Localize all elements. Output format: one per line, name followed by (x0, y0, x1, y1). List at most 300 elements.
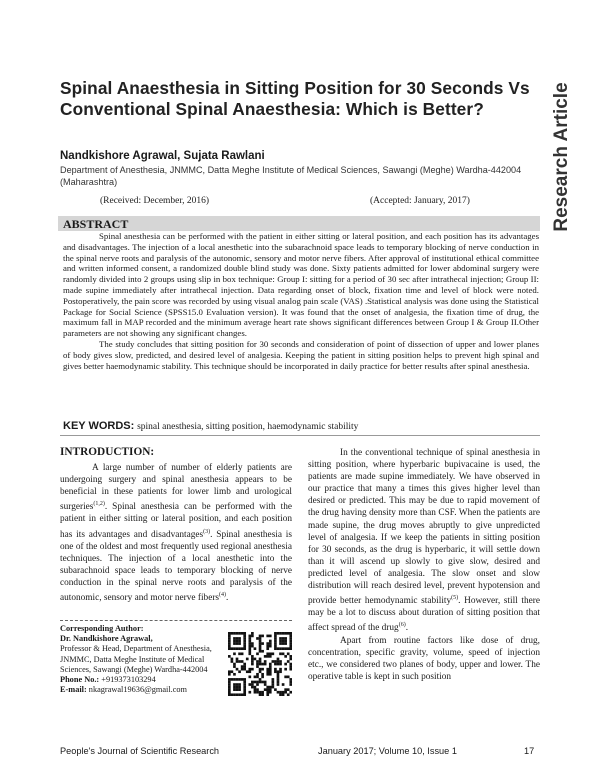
qr-finder-module (233, 693, 236, 696)
qr-module (272, 686, 275, 689)
qr-finder-module (233, 637, 236, 640)
qr-finder-module (287, 632, 290, 635)
qr-module (248, 640, 251, 643)
qr-module (282, 693, 285, 696)
keywords (63, 420, 541, 432)
article-type-label-box (540, 72, 584, 242)
citation-1-2: (1,2) (93, 501, 105, 508)
qr-module (284, 663, 287, 666)
abstract-heading-bar (58, 216, 540, 231)
qr-finder-module (233, 632, 236, 635)
qr-module (266, 670, 269, 673)
qr-finder-module (228, 642, 231, 645)
qr-module (248, 635, 251, 638)
qr-finder-module (236, 642, 239, 645)
qr-module (266, 645, 269, 648)
qr-code-graphic (228, 632, 292, 696)
qr-module (251, 686, 254, 689)
qr-finder-module (289, 642, 292, 645)
corr-email (60, 685, 225, 695)
qr-finder-module (279, 642, 282, 645)
qr-module (287, 693, 290, 696)
qr-module (284, 688, 287, 691)
qr-module (248, 642, 251, 645)
qr-module (266, 686, 269, 689)
qr-module (279, 652, 282, 655)
qr-module (248, 668, 251, 671)
qr-module (266, 691, 269, 694)
citation-5: (5) (451, 595, 459, 602)
qr-module (248, 650, 251, 653)
qr-module (266, 688, 269, 691)
qr-module (259, 678, 262, 681)
qr-finder-module (279, 640, 282, 643)
qr-module (238, 652, 241, 655)
qr-finder-module (233, 647, 236, 650)
qr-module (256, 681, 259, 684)
qr-finder-module (243, 693, 246, 696)
qr-finder-module (274, 647, 277, 650)
qr-module (243, 665, 246, 668)
corr-phone-value: +919373103294 (99, 675, 156, 685)
qr-module (274, 668, 277, 671)
authors: Nandkishore Agrawal, Sujata Rawlani (60, 150, 265, 162)
footer-issue: January 2017; Volume 10, Issue 1 (318, 746, 457, 756)
qr-module (248, 652, 251, 655)
qr-finder-module (228, 632, 231, 635)
qr-module (261, 650, 264, 653)
qr-finder-module (233, 688, 236, 691)
qr-module (256, 637, 259, 640)
qr-module (274, 670, 277, 673)
qr-module (246, 658, 249, 661)
qr-module (254, 691, 257, 694)
qr-finder-module (243, 640, 246, 643)
qr-module (233, 673, 236, 676)
qr-finder-module (236, 683, 239, 686)
qr-module (287, 676, 290, 679)
qr-module (269, 652, 272, 655)
qr-finder-module (228, 647, 231, 650)
qr-module (231, 658, 234, 661)
qr-finder-module (238, 637, 241, 640)
qr-module (261, 681, 264, 684)
qr-module (238, 670, 241, 673)
qr-module (236, 668, 239, 671)
qr-finder-module (236, 693, 239, 696)
qr-finder-module (238, 693, 241, 696)
qr-module (289, 683, 292, 686)
qr-module (266, 668, 269, 671)
qr-module (259, 691, 262, 694)
qr-module (251, 681, 254, 684)
qr-finder-module (236, 678, 239, 681)
qr-module (272, 683, 275, 686)
citation-3: (3) (203, 528, 211, 535)
qr-module (279, 670, 282, 673)
qr-module (231, 660, 234, 663)
qr-finder-module (279, 647, 282, 650)
qr-module (248, 670, 251, 673)
qr-module (287, 688, 290, 691)
qr-finder-module (231, 693, 234, 696)
qr-finder-module (241, 632, 244, 635)
qr-finder-module (243, 686, 246, 689)
abstract-paragraph-1: Spinal anesthesia can be performed with the patient in either sitting or lateral position, and each position has its advantages and disadvantages. The injection of a local anesthetic into the subarachnoid space leads to temporary blocking of nerve conduction in the spinal nerve roots and paralysis of the autonomic, sensory and motor nerve fibers. After approval of institutional ethical committee and written informed consent, a randomized double blind study was done. Sixty patients admitted for lower abdominal surgery were randomly divided into 2 groups using slip in box technique: Group I: sitting for a period of 30 sec after intrathecal injection; Group II: made supine immediately after intrathecal injection. Data regarding onset of block, fixation time and level of block were noted. Postoperatively, the pain score was recorded by using visual analog pain scale (VAS) .Statistical analysis was done using the Statistical Package for Social Science (SPSS15.0 Evaluation version). It was found that the onset of analgesia, the fixation time of drug, the maximum fall in MAP recorded and the minimum average heart rate shows significant differences between Group I & Group II.Other parameters are not showing any significant changes. (63, 231, 539, 339)
qr-module (269, 670, 272, 673)
qr-module (279, 660, 282, 663)
qr-module (269, 645, 272, 648)
qr-finder-module (233, 640, 236, 643)
qr-finder-module (279, 637, 282, 640)
corr-address: Professor & Head, Department of Anesthesia, JNMMC, Datta Meghe Institute of Medical Sciences, Sawangi (Meghe) Wardha-442004 (60, 644, 212, 674)
qr-finder-module (282, 637, 285, 640)
qr-module (279, 668, 282, 671)
qr-module (277, 663, 280, 666)
qr-module (241, 652, 244, 655)
qr-module (259, 635, 262, 638)
qr-module (277, 670, 280, 673)
intro-paragraph (60, 462, 292, 604)
qr-module (266, 673, 269, 676)
qr-module (277, 676, 280, 679)
qr-finder-module (282, 642, 285, 645)
qr-module (243, 668, 246, 671)
qr-finder-module (236, 640, 239, 643)
qr-module (284, 691, 287, 694)
qr-module (256, 676, 259, 679)
qr-module (279, 663, 282, 666)
intro-text-4: . (226, 593, 229, 604)
qr-module (254, 676, 257, 679)
introduction-heading: INTRODUCTION: (60, 446, 155, 458)
qr-module (269, 642, 272, 645)
qr-finder-module (243, 647, 246, 650)
intro-text-1: A large number of number of elderly patients are undergoing surgery and spinal anesthesia appears to be beneficial in these patients for lower limb and urological surgeries (60, 463, 292, 513)
qr-module (269, 663, 272, 666)
qr-module (259, 650, 262, 653)
qr-module (259, 642, 262, 645)
qr-module (269, 665, 272, 668)
qr-module (282, 652, 285, 655)
qr-module (259, 645, 262, 648)
qr-finder-module (241, 678, 244, 681)
qr-module (284, 676, 287, 679)
qr-module (261, 642, 264, 645)
qr-module (233, 665, 236, 668)
qr-module (228, 673, 231, 676)
qr-finder-module (284, 632, 287, 635)
intro-text-3: . Spinal anesthesia is one of the oldest and most frequently used regional anesthesia techniques. The injection of a local anesthetic into the subarachnoid space leads to temporary blocking of nerve conduction in the spinal nerve roots and paralysis of the autonomic, sensory and motor nerve fibers (60, 529, 292, 604)
qr-module (254, 647, 257, 650)
qr-module (259, 681, 262, 684)
corr-email-value[interactable]: nkagrawal19636@gmail.com (86, 685, 187, 695)
qr-module (248, 645, 251, 648)
qr-module (269, 635, 272, 638)
qr-module (266, 655, 269, 658)
qr-module (254, 681, 257, 684)
qr-module (256, 663, 259, 666)
qr-finder-module (238, 688, 241, 691)
qr-finder-module (289, 632, 292, 635)
qr-module (233, 663, 236, 666)
qr-module (231, 670, 234, 673)
qr-module (236, 660, 239, 663)
qr-module (272, 681, 275, 684)
qr-module (251, 642, 254, 645)
qr-module (254, 688, 257, 691)
qr-module (256, 688, 259, 691)
qr-module (251, 663, 254, 666)
qr-module (274, 660, 277, 663)
qr-module (251, 632, 254, 635)
qr-module (259, 663, 262, 666)
right-text-2: . However, still there may be a lot to discuss about duration of sitting position that affect spread of the drug (308, 596, 540, 634)
qr-module (256, 660, 259, 663)
qr-finder-module (238, 678, 241, 681)
qr-module (256, 683, 259, 686)
qr-module (261, 668, 264, 671)
qr-module (251, 635, 254, 638)
qr-module (266, 652, 269, 655)
qr-module (277, 683, 280, 686)
qr-module (269, 686, 272, 689)
affiliation: Department of Anesthesia, JNMMC, Datta Meghe Institute of Medical Sciences, Sawangi (Meghe) Wardha-442004 (Maharashtra) (60, 165, 522, 188)
qr-module (266, 635, 269, 638)
citation-6: (6) (398, 622, 406, 629)
qr-finder-module (243, 688, 246, 691)
qr-finder-module (238, 686, 241, 689)
qr-finder-module (282, 647, 285, 650)
corr-label: Corresponding Author: (60, 624, 144, 633)
qr-module (251, 655, 254, 658)
qr-module (289, 655, 292, 658)
article-type-label-svg (540, 72, 584, 242)
qr-module (287, 660, 290, 663)
qr-module (251, 683, 254, 686)
qr-finder-module (284, 642, 287, 645)
qr-finder-module (228, 691, 231, 694)
qr-finder-module (274, 642, 277, 645)
qr-finder-module (236, 637, 239, 640)
qr-module (248, 691, 251, 694)
qr-finder-module (233, 683, 236, 686)
qr-module (277, 660, 280, 663)
qr-module (251, 668, 254, 671)
qr-module (256, 691, 259, 694)
qr-finder-module (241, 693, 244, 696)
qr-module (287, 652, 290, 655)
article-type-label: Research Article (551, 82, 573, 232)
qr-module (264, 681, 267, 684)
qr-module (272, 678, 275, 681)
qr-module (251, 658, 254, 661)
qr-finder-module (289, 635, 292, 638)
qr-module (274, 663, 277, 666)
qr-finder-module (228, 683, 231, 686)
qr-module (269, 688, 272, 691)
qr-finder-module (282, 640, 285, 643)
qr-module (241, 660, 244, 663)
right-text-3: . (405, 623, 409, 634)
qr-finder-module (289, 640, 292, 643)
qr-module (279, 691, 282, 694)
qr-finder-module (289, 645, 292, 648)
qr-module (254, 686, 257, 689)
qr-finder-module (238, 640, 241, 643)
qr-module (284, 668, 287, 671)
qr-module (266, 642, 269, 645)
qr-code (228, 632, 292, 696)
qr-module (251, 645, 254, 648)
qr-finder-module (228, 640, 231, 643)
right-paragraph-2: Apart from routine factors like dose of drug, concentration, specific gravity, volume, speed of injection etc., we considered two planes of body, upper and lower. The operative table is kept in such position (308, 635, 540, 682)
qr-module (248, 637, 251, 640)
qr-module (266, 693, 269, 696)
qr-module (248, 647, 251, 650)
intro-text-2: . Spinal anesthesia can be performed with the patient in either sitting or lateral position, and each position has its advantages and disadvantages (60, 502, 292, 540)
qr-finder-module (274, 632, 277, 635)
qr-module (259, 647, 262, 650)
qr-module (261, 691, 264, 694)
qr-finder-module (236, 686, 239, 689)
received-date: (Received: December, 2016) (100, 196, 210, 206)
qr-finder-module (233, 678, 236, 681)
abstract-heading: ABSTRACT (63, 217, 129, 231)
qr-module (236, 658, 239, 661)
qr-module (264, 655, 267, 658)
qr-module (272, 660, 275, 663)
qr-finder-module (238, 647, 241, 650)
qr-finder-module (243, 645, 246, 648)
qr-finder-module (284, 647, 287, 650)
qr-module (289, 681, 292, 684)
qr-module (259, 660, 262, 663)
qr-finder-module (289, 637, 292, 640)
qr-module (277, 658, 280, 661)
qr-module (233, 652, 236, 655)
qr-module (277, 681, 280, 684)
qr-module (289, 663, 292, 666)
qr-module (259, 668, 262, 671)
qr-finder-module (231, 647, 234, 650)
qr-module (284, 655, 287, 658)
keywords-label: KEY WORDS: (63, 420, 135, 432)
qr-finder-module (228, 678, 231, 681)
qr-module (279, 693, 282, 696)
qr-module (259, 637, 262, 640)
qr-module (264, 683, 267, 686)
qr-module (269, 668, 272, 671)
qr-module (289, 678, 292, 681)
qr-finder-module (236, 647, 239, 650)
accepted-date: (Accepted: January, 2017) (370, 196, 470, 206)
qr-finder-module (243, 637, 246, 640)
qr-finder-module (243, 678, 246, 681)
qr-finder-module (238, 642, 241, 645)
qr-finder-module (228, 681, 231, 684)
qr-finder-module (289, 647, 292, 650)
qr-finder-module (243, 683, 246, 686)
qr-module (277, 678, 280, 681)
qr-finder-module (228, 637, 231, 640)
qr-finder-module (243, 632, 246, 635)
qr-module (261, 635, 264, 638)
qr-finder-module (238, 683, 241, 686)
qr-finder-module (236, 632, 239, 635)
qr-module (261, 663, 264, 666)
qr-module (269, 640, 272, 643)
qr-finder-module (243, 691, 246, 694)
qr-module (256, 665, 259, 668)
footer-page-number: 17 (524, 746, 535, 756)
abstract-paragraph-2: The study concludes that sitting position for 30 seconds and consideration of point of dissection of upper and lower planes of body gives slow, predicted, and desired level of analgesia. Keeping the patient in sitting position helps to prevent high spinal and gives better haemodynamic stability. This technique should be incorporated in daily practice for better results after spinal anesthesia. (63, 338, 539, 371)
corr-name: Dr. Nandkishore Agrawal, (60, 634, 153, 644)
paper-title: Spinal Anaesthesia in Sitting Position for 30 Seconds Vs Conventional Spinal Anaesthesia: Which is Better? (60, 78, 530, 119)
qr-finder-module (236, 688, 239, 691)
qr-finder-module (228, 686, 231, 689)
qr-module (274, 688, 277, 691)
qr-finder-module (241, 647, 244, 650)
qr-module (259, 640, 262, 643)
qr-module (282, 691, 285, 694)
qr-module (264, 688, 267, 691)
footer-journal: People's Journal of Scientific Research (60, 746, 220, 756)
qr-finder-module (282, 632, 285, 635)
right-text-1: In the conventional technique of spinal anesthesia in sitting position, where hyperbaric bupivacaine is used, the patients are made supine immediately. We have observed in our practice that many a times this gives higher level than desired or predicted. This may be due to rapid movement of the drug having density more than CSF. When the patients are made supine, the drug moves abruptly to give unpredicted level of analgesia. If we keep the patients in sitting position for 30 seconds, as the drug is hyperbaric, it will settle down than it will ascend up slowly to give slow, desired and predicted level of analgesia. The slow onset and slow distribution will reach desired level, prevent hypotension and provide better hemodynamic stability (308, 448, 540, 607)
qr-module (259, 670, 262, 673)
qr-module (259, 693, 262, 696)
qr-module (251, 660, 254, 663)
qr-module (256, 673, 259, 676)
qr-module (248, 683, 251, 686)
qr-module (256, 652, 259, 655)
qr-module (289, 668, 292, 671)
right-column (308, 447, 540, 683)
citation-4: (4) (219, 592, 227, 599)
qr-module (269, 655, 272, 658)
qr-finder-module (274, 640, 277, 643)
qr-module (289, 658, 292, 661)
qr-module (264, 663, 267, 666)
qr-module (241, 665, 244, 668)
qr-finder-module (279, 632, 282, 635)
qr-module (266, 647, 269, 650)
qr-module (261, 673, 264, 676)
qr-finder-module (277, 647, 280, 650)
qr-finder-module (231, 678, 234, 681)
qr-finder-module (287, 647, 290, 650)
qr-module (228, 670, 231, 673)
keywords-divider (60, 435, 540, 436)
qr-finder-module (243, 681, 246, 684)
qr-finder-module (274, 637, 277, 640)
qr-finder-module (233, 686, 236, 689)
qr-module (277, 673, 280, 676)
corr-phone (60, 675, 225, 685)
qr-finder-module (238, 632, 241, 635)
corresponding-author (60, 624, 225, 695)
qr-module (238, 660, 241, 663)
qr-module (269, 673, 272, 676)
qr-finder-module (228, 693, 231, 696)
qr-finder-module (243, 635, 246, 638)
footnote-divider (60, 620, 292, 621)
qr-finder-module (243, 642, 246, 645)
left-column (60, 462, 292, 604)
qr-finder-module (228, 645, 231, 648)
qr-module (261, 676, 264, 679)
